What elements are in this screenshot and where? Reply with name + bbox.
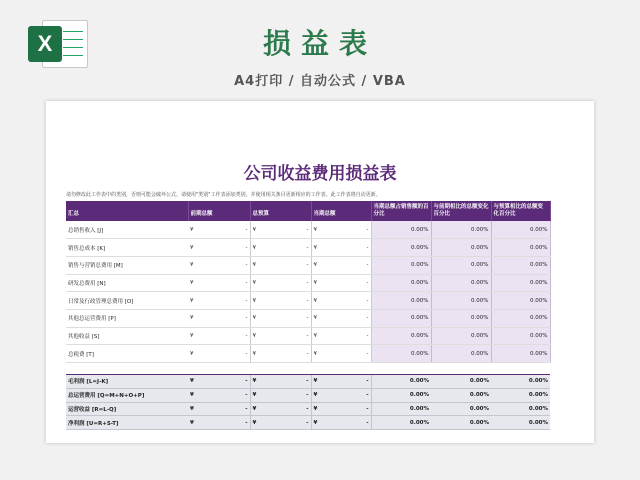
percent-cell[interactable]: 0.00% xyxy=(371,239,431,257)
currency-symbol: ¥ xyxy=(252,419,257,426)
cell-value: - xyxy=(306,262,309,269)
row-label: 销售总成本 [K] xyxy=(66,239,188,257)
currency-symbol: ¥ xyxy=(190,315,194,322)
money-cell[interactable] xyxy=(250,256,311,274)
row-label: 总税费 [T] xyxy=(66,345,188,363)
cell-value: - xyxy=(245,262,248,269)
money-cell[interactable] xyxy=(188,221,250,239)
money-cell[interactable] xyxy=(250,388,311,402)
money-cell[interactable] xyxy=(188,256,250,274)
money-cell[interactable] xyxy=(250,221,311,239)
cell-value: - xyxy=(366,315,369,322)
cell-value: - xyxy=(366,378,369,385)
percent-cell[interactable]: 0.00% xyxy=(491,221,550,239)
money-cell[interactable] xyxy=(250,416,311,430)
currency-symbol: ¥ xyxy=(252,226,256,233)
currency-symbol: ¥ xyxy=(252,279,256,286)
currency-symbol: ¥ xyxy=(190,244,194,251)
currency-symbol: ¥ xyxy=(313,419,318,426)
column-header: 当期总额占销售额的百分比 xyxy=(371,201,431,221)
cell-value: - xyxy=(366,226,369,233)
percent-cell[interactable]: 0.00% xyxy=(371,375,431,389)
percent-cell[interactable]: 0.00% xyxy=(491,309,550,327)
table-row xyxy=(66,274,550,292)
worksheet-preview xyxy=(46,101,594,443)
percent-cell[interactable]: 0.00% xyxy=(491,256,550,274)
column-header: 汇总 xyxy=(66,201,188,221)
money-cell[interactable] xyxy=(311,416,371,430)
cell-value: - xyxy=(306,405,309,412)
row-label: 运营收益 [R=L-Q] xyxy=(66,402,188,416)
currency-symbol: ¥ xyxy=(190,332,194,339)
summary-row xyxy=(66,416,550,430)
currency-symbol: ¥ xyxy=(313,378,318,385)
percent-cell[interactable]: 0.00% xyxy=(491,345,550,363)
money-cell[interactable] xyxy=(188,402,250,416)
currency-symbol: ¥ xyxy=(252,392,257,399)
cell-value: - xyxy=(306,315,309,322)
percent-cell[interactable]: 0.00% xyxy=(371,388,431,402)
table-row xyxy=(66,292,550,310)
row-label: 总销售收入 [J] xyxy=(66,221,188,239)
row-label: 日常及行政管理总费用 [O] xyxy=(66,292,188,310)
currency-symbol: ¥ xyxy=(313,262,317,269)
cell-value: - xyxy=(366,392,369,399)
currency-symbol: ¥ xyxy=(252,332,256,339)
currency-symbol: ¥ xyxy=(190,405,194,412)
cell-value: - xyxy=(245,378,248,385)
cell-value: - xyxy=(306,378,309,385)
percent-cell[interactable]: 0.00% xyxy=(371,309,431,327)
cell-value: - xyxy=(366,244,369,251)
currency-symbol: ¥ xyxy=(313,350,317,357)
money-cell[interactable] xyxy=(311,274,371,292)
currency-symbol: ¥ xyxy=(252,244,256,251)
cell-value: - xyxy=(366,419,369,426)
currency-symbol: ¥ xyxy=(252,297,256,304)
money-cell[interactable] xyxy=(250,292,311,310)
cell-value: - xyxy=(366,332,369,339)
currency-symbol: ¥ xyxy=(190,419,194,426)
currency-symbol: ¥ xyxy=(313,392,318,399)
money-cell[interactable] xyxy=(188,375,250,389)
currency-symbol: ¥ xyxy=(252,378,257,385)
percent-cell[interactable]: 0.00% xyxy=(371,402,431,416)
percent-cell[interactable]: 0.00% xyxy=(431,239,491,257)
currency-symbol: ¥ xyxy=(190,279,194,286)
row-label: 净利润 [U=R+S-T] xyxy=(66,416,188,430)
percent-cell[interactable]: 0.00% xyxy=(371,292,431,310)
cell-value: - xyxy=(245,405,248,412)
cell-value: - xyxy=(306,244,309,251)
money-cell[interactable] xyxy=(311,256,371,274)
column-header: 前期总额 xyxy=(188,201,250,221)
money-cell[interactable] xyxy=(250,309,311,327)
currency-symbol: ¥ xyxy=(313,244,317,251)
percent-cell[interactable]: 0.00% xyxy=(491,327,550,345)
table-header-row xyxy=(66,201,550,221)
percent-cell[interactable]: 0.00% xyxy=(431,375,491,389)
column-header: 总预算 xyxy=(250,201,311,221)
money-cell[interactable] xyxy=(250,239,311,257)
cell-value: - xyxy=(306,226,309,233)
percent-cell[interactable]: 0.00% xyxy=(491,388,550,402)
percent-cell[interactable]: 0.00% xyxy=(491,416,550,430)
money-cell[interactable] xyxy=(250,327,311,345)
currency-symbol: ¥ xyxy=(252,315,256,322)
percent-cell[interactable]: 0.00% xyxy=(491,292,550,310)
money-cell[interactable] xyxy=(188,416,250,430)
percent-cell[interactable]: 0.00% xyxy=(371,274,431,292)
percent-cell[interactable]: 0.00% xyxy=(431,309,491,327)
currency-symbol: ¥ xyxy=(313,297,317,304)
table-row xyxy=(66,309,550,327)
money-cell[interactable] xyxy=(311,292,371,310)
money-cell[interactable] xyxy=(311,221,371,239)
money-cell[interactable] xyxy=(188,239,250,257)
percent-cell[interactable]: 0.00% xyxy=(431,345,491,363)
cell-value: - xyxy=(245,244,248,251)
currency-symbol: ¥ xyxy=(190,350,194,357)
table-row xyxy=(66,239,550,257)
money-cell[interactable] xyxy=(250,345,311,363)
row-label: 其他收益 [S] xyxy=(66,327,188,345)
money-cell[interactable] xyxy=(311,309,371,327)
column-header: 当期总额 xyxy=(311,201,371,221)
percent-cell[interactable]: 0.00% xyxy=(371,256,431,274)
percent-cell[interactable]: 0.00% xyxy=(371,345,431,363)
money-cell[interactable] xyxy=(311,345,371,363)
cell-value: - xyxy=(245,419,248,426)
currency-symbol: ¥ xyxy=(252,405,257,412)
cell-value: - xyxy=(245,350,248,357)
percent-cell[interactable]: 0.00% xyxy=(431,292,491,310)
money-cell[interactable] xyxy=(188,309,250,327)
money-cell[interactable] xyxy=(188,327,250,345)
currency-symbol: ¥ xyxy=(313,315,317,322)
money-cell[interactable] xyxy=(311,388,371,402)
percent-cell[interactable]: 0.00% xyxy=(431,402,491,416)
percent-cell[interactable]: 0.00% xyxy=(491,402,550,416)
currency-symbol: ¥ xyxy=(313,226,317,233)
currency-symbol: ¥ xyxy=(190,262,194,269)
percent-cell[interactable]: 0.00% xyxy=(431,256,491,274)
currency-symbol: ¥ xyxy=(313,405,318,412)
money-cell[interactable] xyxy=(250,402,311,416)
currency-symbol: ¥ xyxy=(190,226,194,233)
table-row xyxy=(66,327,550,345)
summary-row xyxy=(66,402,550,416)
column-header: 与前期相比的总额变化百分比 xyxy=(431,201,491,221)
money-cell[interactable] xyxy=(250,375,311,389)
cell-value: - xyxy=(306,297,309,304)
cell-value: - xyxy=(366,297,369,304)
cell-value: - xyxy=(306,350,309,357)
currency-symbol: ¥ xyxy=(252,350,256,357)
cell-value: - xyxy=(306,279,309,286)
cell-value: - xyxy=(245,332,248,339)
cell-value: - xyxy=(366,262,369,269)
row-label: 总运营费用 [Q=M+N+O+P] xyxy=(66,388,188,402)
cell-value: - xyxy=(366,279,369,286)
percent-cell[interactable]: 0.00% xyxy=(431,388,491,402)
summary-row xyxy=(66,375,550,389)
cell-value: - xyxy=(366,350,369,357)
sheet-note: 请勿修改此工作表中的类别，否则可能会破坏公式。请使用"类别"工作表添加类别，并使用相关条目更新相应的工作表。此工作表将自动更新。 xyxy=(66,192,381,198)
currency-symbol: ¥ xyxy=(313,332,317,339)
row-label: 其他总运营费用 [P] xyxy=(66,309,188,327)
cell-value: - xyxy=(245,226,248,233)
income-statement-table xyxy=(66,201,551,430)
cell-value: - xyxy=(245,315,248,322)
row-label: 研发总费用 [N] xyxy=(66,274,188,292)
currency-symbol: ¥ xyxy=(190,392,194,399)
table-row xyxy=(66,256,550,274)
money-cell[interactable] xyxy=(188,274,250,292)
currency-symbol: ¥ xyxy=(252,262,256,269)
currency-symbol: ¥ xyxy=(313,279,317,286)
money-cell[interactable] xyxy=(188,388,250,402)
percent-cell[interactable]: 0.00% xyxy=(371,416,431,430)
page-subtitle: A4打印 / 自动公式 / VBA xyxy=(234,74,406,89)
cell-value: - xyxy=(366,405,369,412)
cell-value: - xyxy=(306,332,309,339)
money-cell[interactable] xyxy=(311,402,371,416)
cell-value: - xyxy=(245,297,248,304)
excel-x-badge: X xyxy=(28,26,62,62)
page-title: 损益表 xyxy=(262,27,377,60)
cell-value: - xyxy=(306,392,309,399)
currency-symbol: ¥ xyxy=(190,297,194,304)
cell-value: - xyxy=(306,419,309,426)
summary-row xyxy=(66,388,550,402)
percent-cell[interactable]: 0.00% xyxy=(491,239,550,257)
percent-cell[interactable]: 0.00% xyxy=(491,375,550,389)
money-cell[interactable] xyxy=(311,327,371,345)
percent-cell[interactable]: 0.00% xyxy=(371,221,431,239)
percent-cell[interactable]: 0.00% xyxy=(491,274,550,292)
percent-cell[interactable]: 0.00% xyxy=(431,416,491,430)
column-header: 与预算相比的总额变化百分比 xyxy=(491,201,550,221)
percent-cell[interactable]: 0.00% xyxy=(431,327,491,345)
money-cell[interactable] xyxy=(188,345,250,363)
cell-value: - xyxy=(245,279,248,286)
row-label: 销售与营销总费用 [M] xyxy=(66,256,188,274)
cell-value: - xyxy=(245,392,248,399)
money-cell[interactable] xyxy=(311,375,371,389)
money-cell[interactable] xyxy=(250,274,311,292)
table-row xyxy=(66,345,550,363)
percent-cell[interactable]: 0.00% xyxy=(431,221,491,239)
row-label: 毛利润 [L=J-K] xyxy=(66,375,188,389)
percent-cell[interactable]: 0.00% xyxy=(371,327,431,345)
sheet-title: 公司收益费用损益表 xyxy=(243,164,397,184)
currency-symbol: ¥ xyxy=(190,378,194,385)
money-cell[interactable] xyxy=(188,292,250,310)
percent-cell[interactable]: 0.00% xyxy=(431,274,491,292)
money-cell[interactable] xyxy=(311,239,371,257)
table-row xyxy=(66,221,550,239)
spacer-row xyxy=(66,363,550,375)
